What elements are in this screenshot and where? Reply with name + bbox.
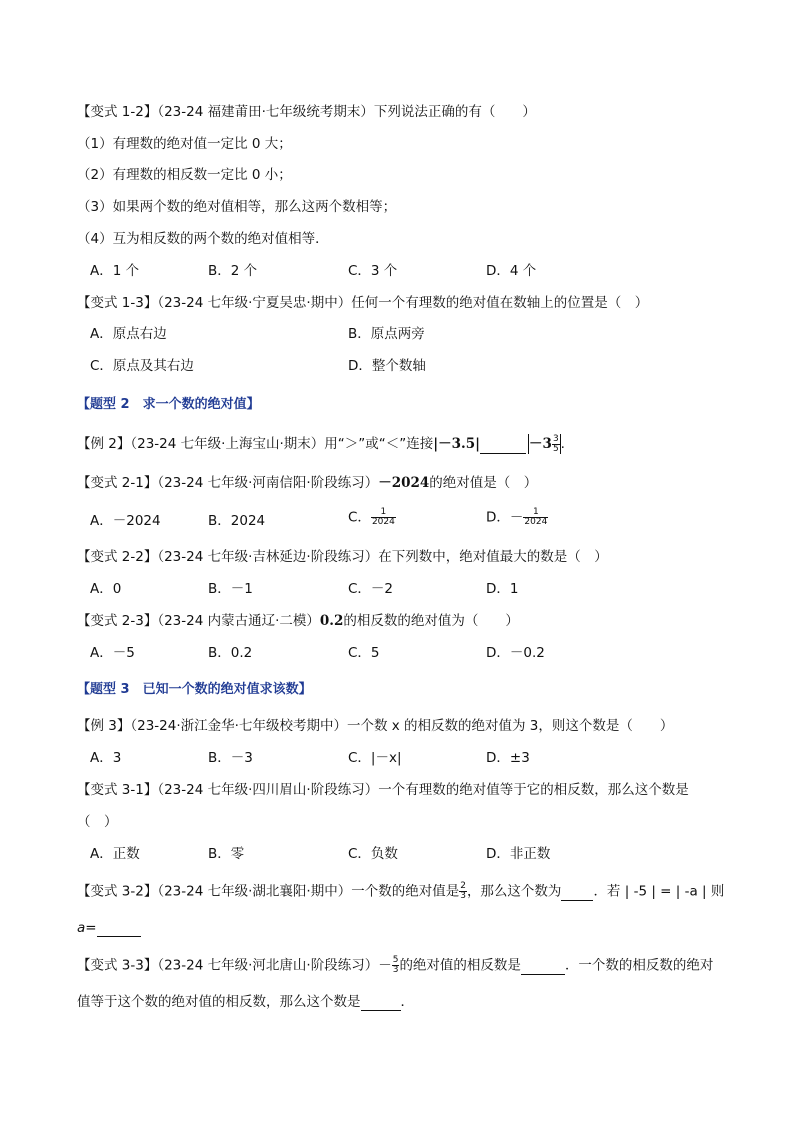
option-b[interactable]: B．2 个 [208,263,258,279]
answer-blank[interactable] [521,960,565,975]
option-a[interactable]: A．－5 [90,645,135,661]
section-heading-2: 【题型 2 求一个数的绝对值】 [77,397,260,412]
example-3-stem: 【例 3】（23-24·浙江金华·七年级校考期中）一个数 x 的相反数的绝对值为 3，则这个数是（ ） [77,718,674,734]
question-3-3-stem: 【变式 3-3】（23-24 七年级·河北唐山·阶段练习）－ $\frac{5}{3}$ 的绝对值的相反数是 ．一个数的相反数的绝对 [77,955,714,975]
mixed-number-whole: －3 [529,436,552,452]
option-c[interactable]: C．－2 [348,581,394,597]
question-3-1-bracket: （ ） [77,814,118,830]
statement-3: （3）如果两个数的绝对值相等，那么这两个数相等； [77,199,397,215]
fraction-two-thirds: $\frac{2}{3}$ [460,881,466,901]
option-b[interactable]: B．原点两旁 [348,326,425,342]
option-c[interactable]: C． $\frac{1}{2024}$ [348,507,395,527]
question-3-1-stem: 【变式 3-1】（23-24 七年级·四川眉山·阶段练习）一个有理数的绝对值等于它的相反数，那么这个数是 [77,782,689,798]
example-2-stem: 【例 2】（23-24 七年级·上海宝山·期末）用“＞”或“＜”连接|－3.5| －3 $\frac{3}{5}$ . [77,433,565,454]
answer-blank[interactable] [561,886,593,901]
answer-blank[interactable] [97,922,141,937]
option-c[interactable]: C．|－x| [348,750,402,766]
option-d[interactable]: D．－0.2 [486,645,545,661]
statement-4: （4）互为相反数的两个数的绝对值相等． [77,231,329,247]
option-c[interactable]: C．负数 [348,846,398,862]
answer-blank[interactable] [361,996,401,1011]
option-b[interactable]: B．－3 [208,750,253,766]
question-3-2-line2: a= [77,919,141,937]
question-3-3-line2: 值等于这个数的绝对值的相反数，那么这个数是 ． [77,994,414,1010]
option-d[interactable]: D．4 个 [486,263,537,279]
option-a[interactable]: A．3 [90,750,122,766]
option-b[interactable]: B．2024 [208,513,266,529]
abs-expression-left: |－3.5| [433,436,481,452]
option-d[interactable]: D．整个数轴 [348,358,426,374]
question-1-3-stem: 【变式 1-3】（23-24 七年级·宁夏吴忠·期中）任何一个有理数的绝对值在数轴上的位置是（ ） [77,295,649,311]
option-c[interactable]: C．3 个 [348,263,398,279]
option-b[interactable]: B．0.2 [208,645,253,661]
option-d[interactable]: D．非正数 [486,846,551,862]
option-a[interactable]: A．0 [90,581,122,597]
option-d[interactable]: D．－ $\frac{1}{2024}$ [486,507,548,527]
option-b[interactable]: B．零 [208,846,245,862]
option-a[interactable]: A．正数 [90,846,140,862]
example-2-text: 【例 2】（23-24 七年级·上海宝山·期末）用“＞”或“＜”连接 [77,436,434,452]
statement-1: （1）有理数的绝对值一定比 0 大； [77,136,292,152]
option-c[interactable]: C．原点及其右边 [90,358,194,374]
question-3-2-stem: 【变式 3-2】（23-24 七年级·湖北襄阳·期中）一个数的绝对值是 $\frac{2}{3}$ ，那么这个数为 ．若 | -5 | = | -a | 则 [77,881,725,901]
question-2-3-stem: 【变式 2-3】（23-24 内蒙古通辽·二模）0.2的相反数的绝对值为（ ） [77,613,519,629]
option-c[interactable]: C．5 [348,645,380,661]
option-a[interactable]: A．－2024 [90,513,161,529]
option-d[interactable]: D．1 [486,581,519,597]
question-1-2-stem: 【变式 1-2】（23-24 福建莆田·七年级统考期末）下列说法正确的有（ ） [77,104,536,120]
fraction-five-thirds: $\frac{5}{3}$ [392,955,399,975]
answer-blank[interactable] [480,439,526,454]
option-a[interactable]: A．1 个 [90,263,140,279]
statement-2: （2）有理数的相反数一定比 0 小； [77,167,292,183]
option-b[interactable]: B．－1 [208,581,253,597]
section-heading-3: 【题型 3 已知一个数的绝对值求该数】 [77,682,312,697]
question-2-2-stem: 【变式 2-2】（23-24 七年级·吉林延边·阶段练习）在下列数中，绝对值最大的数是（ ） [77,549,608,565]
option-d[interactable]: D．±3 [486,750,530,766]
mixed-number-fraction: $\frac{3}{5}$ [552,433,559,454]
option-a[interactable]: A．原点右边 [90,326,167,342]
question-2-1-stem: 【变式 2-1】（23-24 七年级·河南信阳·阶段练习）－2024的绝对值是（ ） [77,475,538,491]
